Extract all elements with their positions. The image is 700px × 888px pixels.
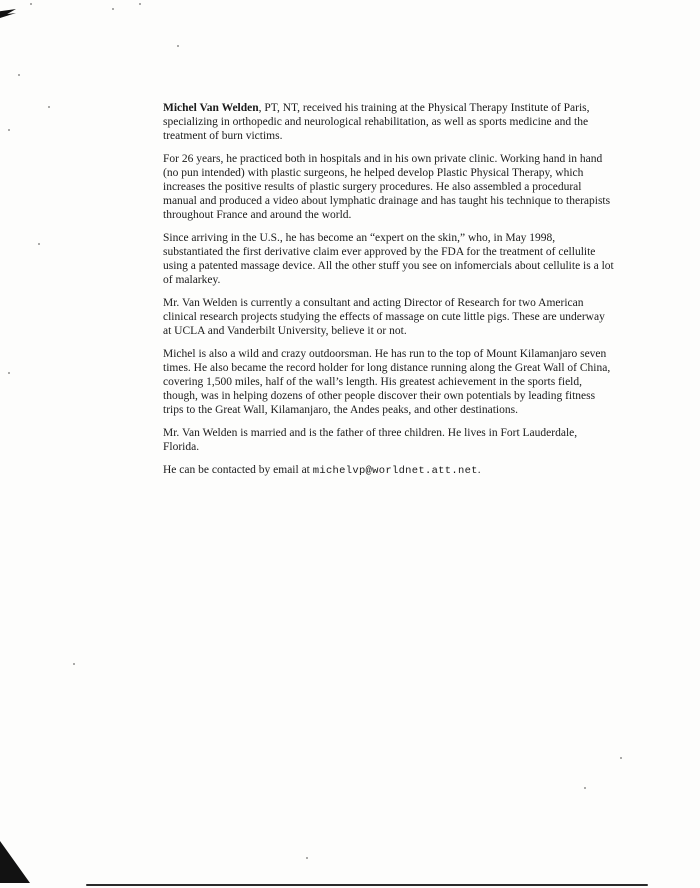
scan-speck	[139, 3, 141, 5]
scan-speck	[112, 8, 114, 10]
paragraph-research: Mr. Van Welden is currently a consultant and acting Director of Research for two American clinical research projects studying the effects of massage on cute little pigs. These are underway at UCLA and Vanderbilt University, believe it or not.	[163, 297, 605, 337]
scan-speck	[8, 372, 10, 374]
paragraph-us-arrival: Since arriving in the U.S., he has become an “expert on the skin,” who, in May 1998, substantiated the first derivative claim ever approved by the FDA for the treatment of cellulite using a patented massage device. All the other stuff you see on infomercials about cellulite is a lot of malarkey.	[163, 232, 614, 286]
contact-text: He can be contacted by email at	[163, 464, 313, 476]
scan-speck	[620, 757, 622, 759]
scan-artifact-bottom-line	[86, 884, 648, 886]
paragraph-contact	[163, 463, 615, 478]
scan-speck	[177, 45, 179, 47]
scan-artifact-corner-triangle	[0, 841, 30, 883]
scan-speck	[8, 129, 10, 131]
contact-text-end: .	[477, 464, 481, 476]
person-name: Michel Van Welden	[163, 102, 259, 114]
paragraph-career: For 26 years, he practiced both in hospitals and in his own private clinic. Working hand in hand (no pun intended) with plastic surgeons, he helped develop Plastic Physical Therapy, which increases the positive results of plastic surgery procedures. He also assembled a procedural manual and produced a video about lymphatic drainage and has taught his technique to therapists throughout France and around the world.	[163, 153, 611, 221]
scan-speck	[584, 787, 586, 789]
paragraph-intro-text: , PT, NT, received his training at the Physical Therapy Institute of Paris, specializing in orthopedic and neurological rehabilitation, as well as sports medicine and the treatment of burn victims.	[163, 102, 590, 142]
scan-speck	[30, 3, 32, 5]
scan-speck	[73, 663, 75, 665]
scan-speck	[18, 74, 20, 76]
scan-speck	[38, 243, 40, 245]
biography-text-block	[163, 101, 615, 487]
scan-artifact-top-left-mark	[0, 9, 16, 18]
paragraph-family: Mr. Van Welden is married and is the father of three children. He lives in Fort Lauderdale, Florida.	[163, 427, 578, 453]
scan-speck	[306, 857, 308, 859]
email-address: michelvp@worldnet.att.net	[312, 465, 478, 477]
scan-speck	[48, 106, 50, 108]
paragraph-intro	[163, 101, 615, 143]
paragraph-outdoorsman: Michel is also a wild and crazy outdoorsman. He has run to the top of Mount Kilamanjaro seven times. He also became the record holder for long distance running along the Great Wall of China, covering 1,500 miles, half of the wall’s length. His greatest achievement in the sports field, though, was in helping dozens of other people discover their own potentials by leading fitness trips to the Great Wall, Kilamanjaro, the Andes peaks, and other destinations.	[163, 348, 611, 416]
